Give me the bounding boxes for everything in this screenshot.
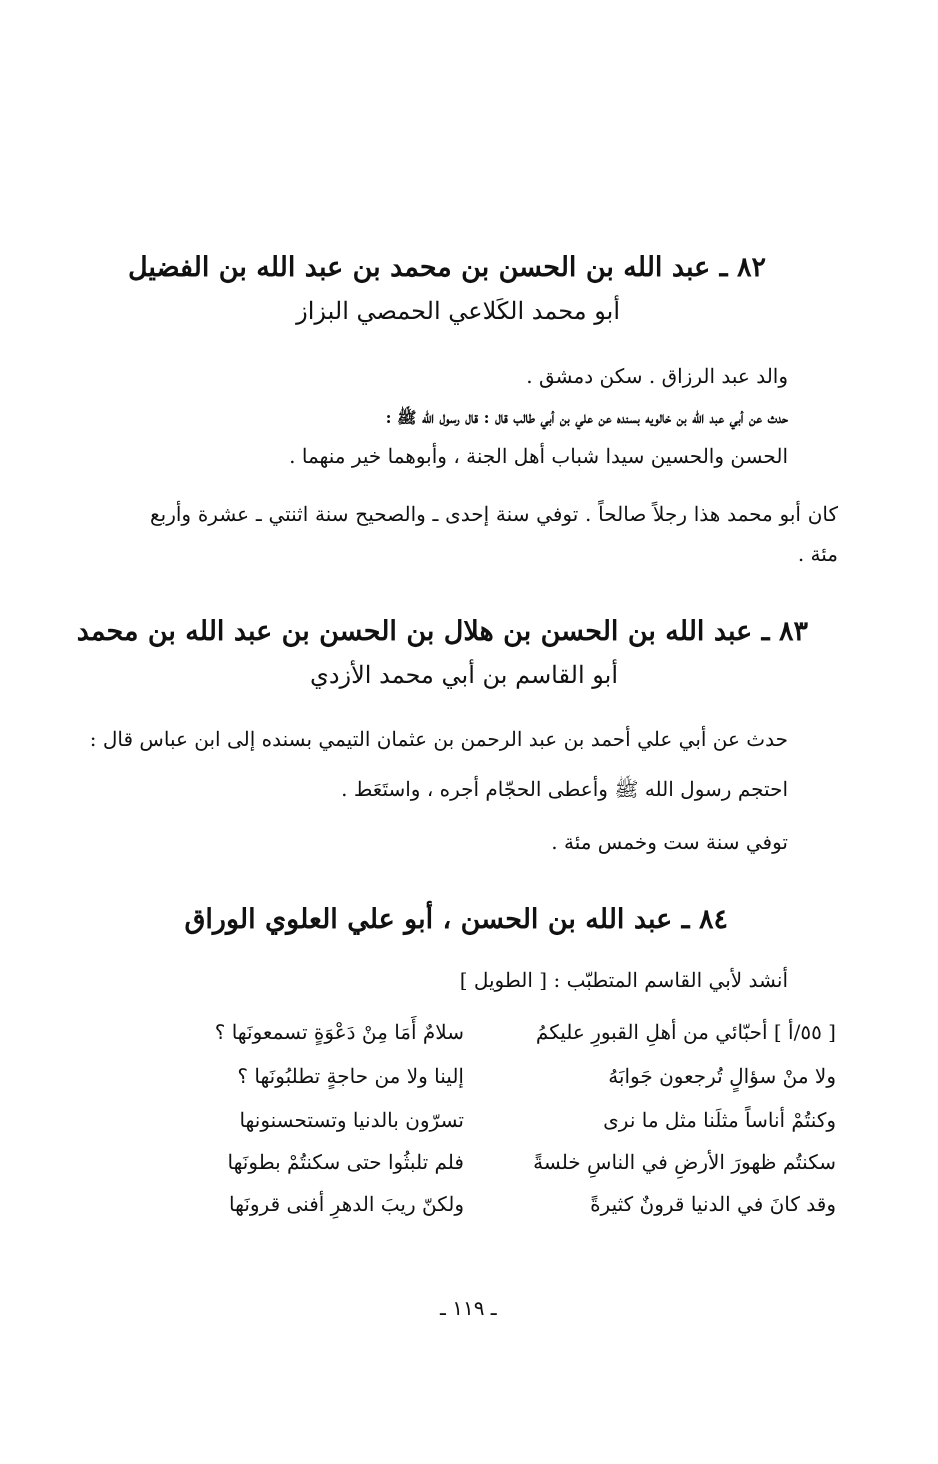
entry-83-line3: توفي سنة ست وخمس مئة .: [551, 830, 788, 854]
verse-3-first-hemistich: وكنتُمْ أناساً مثلَنا مثل ما نرى: [603, 1108, 836, 1132]
entry-82-hadith-text: الحسن والحسين سيدا شباب أهل الجنة ، وأبوهما خير منهما .: [289, 444, 788, 468]
verse-4-first-hemistich: سكنتُم ظهورَ الأرضِ في الناسِ خلسةً: [533, 1150, 836, 1174]
verse-3-second-hemistich: تسرّون بالدنيا وتستحسنونها: [239, 1108, 464, 1132]
entry-82-subheading: أبو محمد الكَلاعي الحمصي البزاز: [296, 297, 620, 325]
verse-1-second-hemistich: سلامٌ أَمَا مِنْ دَعْوَةٍ تسمعونَها ؟: [214, 1020, 464, 1044]
entry-83-line2: احتجم رسول الله ﷺ وأعطى الحجّام أجره ، واستَعَط .: [341, 777, 788, 801]
verse-1-first-hemistich: [ ٥٥/أ ] أحبّائي من أهلِ القبورِ عليكمُ: [535, 1020, 836, 1044]
verse-5-first-hemistich: وقد كانَ في الدنيا قرونٌ كثيرةً: [590, 1192, 836, 1216]
entry-83-subheading: أبو القاسم بن أبي محمد الأزدي: [310, 661, 618, 689]
entry-83-line1: حدث عن أبي علي أحمد بن عبد الرحمن بن عثمان التيمي بسنده إلى ابن عباس قال :: [89, 727, 788, 751]
verse-2-first-hemistich: ولا منْ سؤالٍ تُرجعون جَوابَهُ: [608, 1064, 836, 1088]
verse-2-second-hemistich: إلينا ولا من حاجةٍ تطلبُونَها ؟: [237, 1064, 464, 1088]
entry-82-heading: ٨٢ ـ عبد الله بن الحسن بن محمد بن عبد الله بن الفضيل: [127, 252, 766, 283]
verse-5-second-hemistich: ولكنّ ريبَ الدهرِ أفنى قرونَها: [229, 1192, 464, 1216]
entry-83-heading: ٨٣ ـ عبد الله بن الحسن بن هلال بن الحسن بن عبد الله بن محمد: [76, 616, 808, 647]
entry-84-intro: أنشد لأبي القاسم المتطبّب : [ الطويل ]: [459, 968, 788, 992]
entry-82-line1: والد عبد الرزاق . سكن دمشق .: [526, 364, 788, 388]
entry-82-note: كان أبو محمد هذا رجلاً صالحاً . توفي سنة إحدى ـ والصحيح سنة اثنتي ـ عشرة وأربع مئة .: [150, 502, 838, 566]
verse-4-second-hemistich: فلم تلبثُوا حتى سكنتُمْ بطونَها: [227, 1150, 464, 1174]
page-number: ـ ١١٩ ـ: [440, 1296, 497, 1320]
entry-84-heading: ٨٤ ـ عبد الله بن الحسن ، أبو علي العلوي الوراق: [184, 904, 728, 935]
entry-82-hadith-intro: حدث عن أبي عبد الله بن خالويه بسنده عن علي بن أبي طالب قال : قال رسول الله ﷺ :: [385, 408, 788, 427]
